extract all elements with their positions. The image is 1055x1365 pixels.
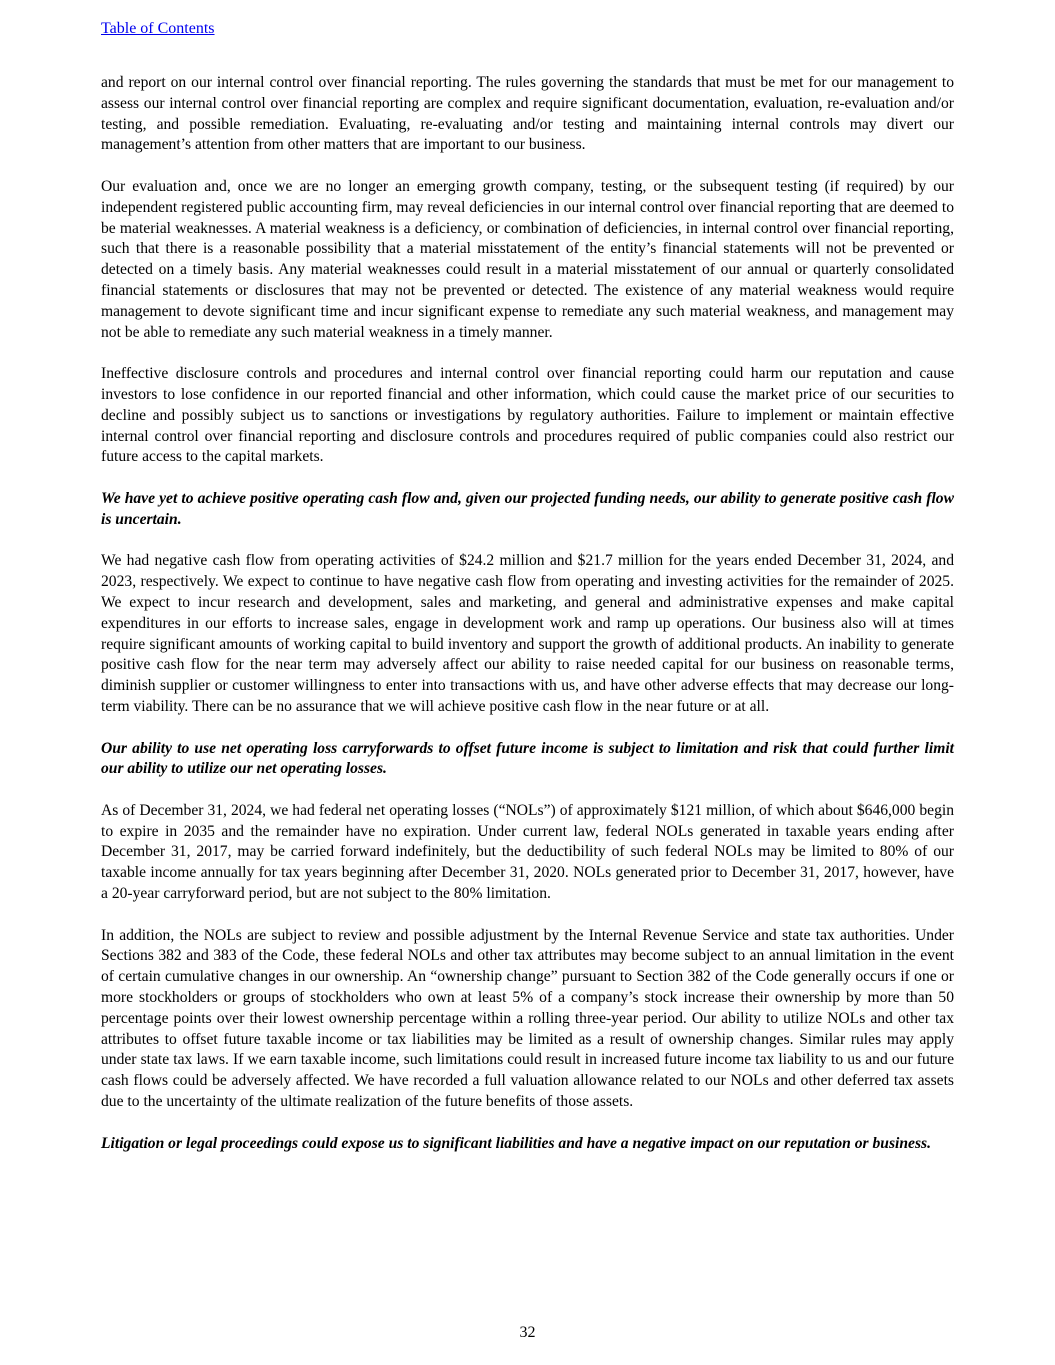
- paragraph-internal-control-reporting: and report on our internal control over financial reporting. The rules governing the standards that must be met for our management to assess our internal control over financial reporting are complex and require significant documentation, evaluation, re-evaluation and/or testing, and possible remediation. Evaluating, re-evaluating and/or testing and maintaining internal controls may divert our management’s attention from other matters that are important to our business.: [101, 74, 954, 154]
- risk-heading-litigation: Litigation or legal proceedings could expose us to significant liabilities and have a negative impact on our reputation or business.: [101, 1134, 931, 1152]
- paragraph-federal-nols: As of December 31, 2024, we had federal net operating losses (“NOLs”) of approximately $121 million, of which about $646,000 begin to expire in 2035 and the remainder have no expiration. Under current law, federal NOLs generated in taxable years ending after December 31, 2017, may be carried forward indefinitely, but the deductibility of such federal NOLs may be limited to 80% of our taxable income annually for tax years beginning after December 31, 2020. NOLs generated prior to December 31, 2017, however, have a 20-year carryforward period, but are not subject to the 80% limitation.: [101, 801, 954, 903]
- paragraph-nol-limitations: In addition, the NOLs are subject to review and possible adjustment by the Internal Revenue Service and state tax authorities. Under Sections 382 and 383 of the Code, these federal NOLs and other tax attributes may become subject to an annual limitation in the event of certain cumulative changes in our ownership. An “ownership change” pursuant to Section 382 of the Code generally occurs if one or more stockholders or groups of stockholders who own at least 5% of a company’s stock increase their ownership by more than 50 percentage points over their lowest ownership percentage within a rolling three-year period. Our ability to utilize NOLs and other tax attributes to offset future taxable income or tax liabilities may be limited as a result of ownership changes. Similar rules may apply under state tax laws. If we earn taxable income, such limitations could result in increased future income tax liability to us and our future cash flows could be adversely affected. We have recorded a full valuation allowance related to our NOLs and other deferred tax assets due to the uncertainty of the ultimate realization of the future benefits of those assets.: [101, 926, 954, 1111]
- paragraph-negative-cash-flow: We had negative cash flow from operating activities of $24.2 million and $21.7 million for the years ended December 31, 2024, and 2023, respectively. We expect to continue to have negative cash flow from operating and investing activities for the remainder of 2025. We expect to incur research and development, sales and marketing, and general and administrative expenses and make capital expenditures in our efforts to increase sales, engage in development work and ramp up operations. Our business also will at times require significant amounts of working capital to build inventory and support the growth of additional products. An inability to generate positive cash flow for the near term may adversely affect our ability to raise needed capital for our business on reasonable terms, diminish supplier or customer willingness to enter into transactions with us, and have other adverse effects that may decrease our long-term viability. There can be no assurance that we will achieve positive cash flow in the near future or at all.: [101, 552, 954, 715]
- paragraph-ineffective-controls: Ineffective disclosure controls and procedures and internal control over financial reporting could harm our reputation and cause investors to lose confidence in our reported financial and other information, which could cause the market price of our securities to decline and possibly subject us to sanctions or investigations by regulatory authorities. Failure to implement or maintain effective internal control over financial reporting and disclosure controls and procedures required of public companies could also restrict our future access to the capital markets.: [101, 365, 954, 466]
- page-number: 32: [519, 1324, 536, 1341]
- document-body: [101, 73, 954, 1175]
- table-of-contents-link[interactable]: Table of Contents: [101, 20, 215, 37]
- risk-heading-nol-carryforwards: Our ability to use net operating loss carryforwards to offset future income is subject to limitation and risk that could further limit our ability to utilize our net operating losses.: [101, 739, 954, 778]
- risk-heading-cash-flow: We have yet to achieve positive operating cash flow and, given our projected funding needs, our ability to generate positive cash flow is uncertain.: [101, 489, 954, 528]
- paragraph-material-weakness: Our evaluation and, once we are no longer an emerging growth company, testing, or the subsequent testing (if required) by our independent registered public accounting firm, may reveal deficiencies in our internal control over financial reporting that are deemed to be material weaknesses. A material weakness is a deficiency, or combination of deficiencies, in internal control over financial reporting, such that there is a reasonable possibility that a material misstatement of the entity’s financial statements will not be prevented or detected on a timely basis. Any material weaknesses could result in a material misstatement of our annual or quarterly consolidated financial statements or disclosures that may not be prevented or detected. The existence of any material weakness would require management to devote significant time and incur significant expense to remediate any such material weakness, and management may not be able to remediate any such material weakness in a timely manner.: [101, 177, 954, 341]
